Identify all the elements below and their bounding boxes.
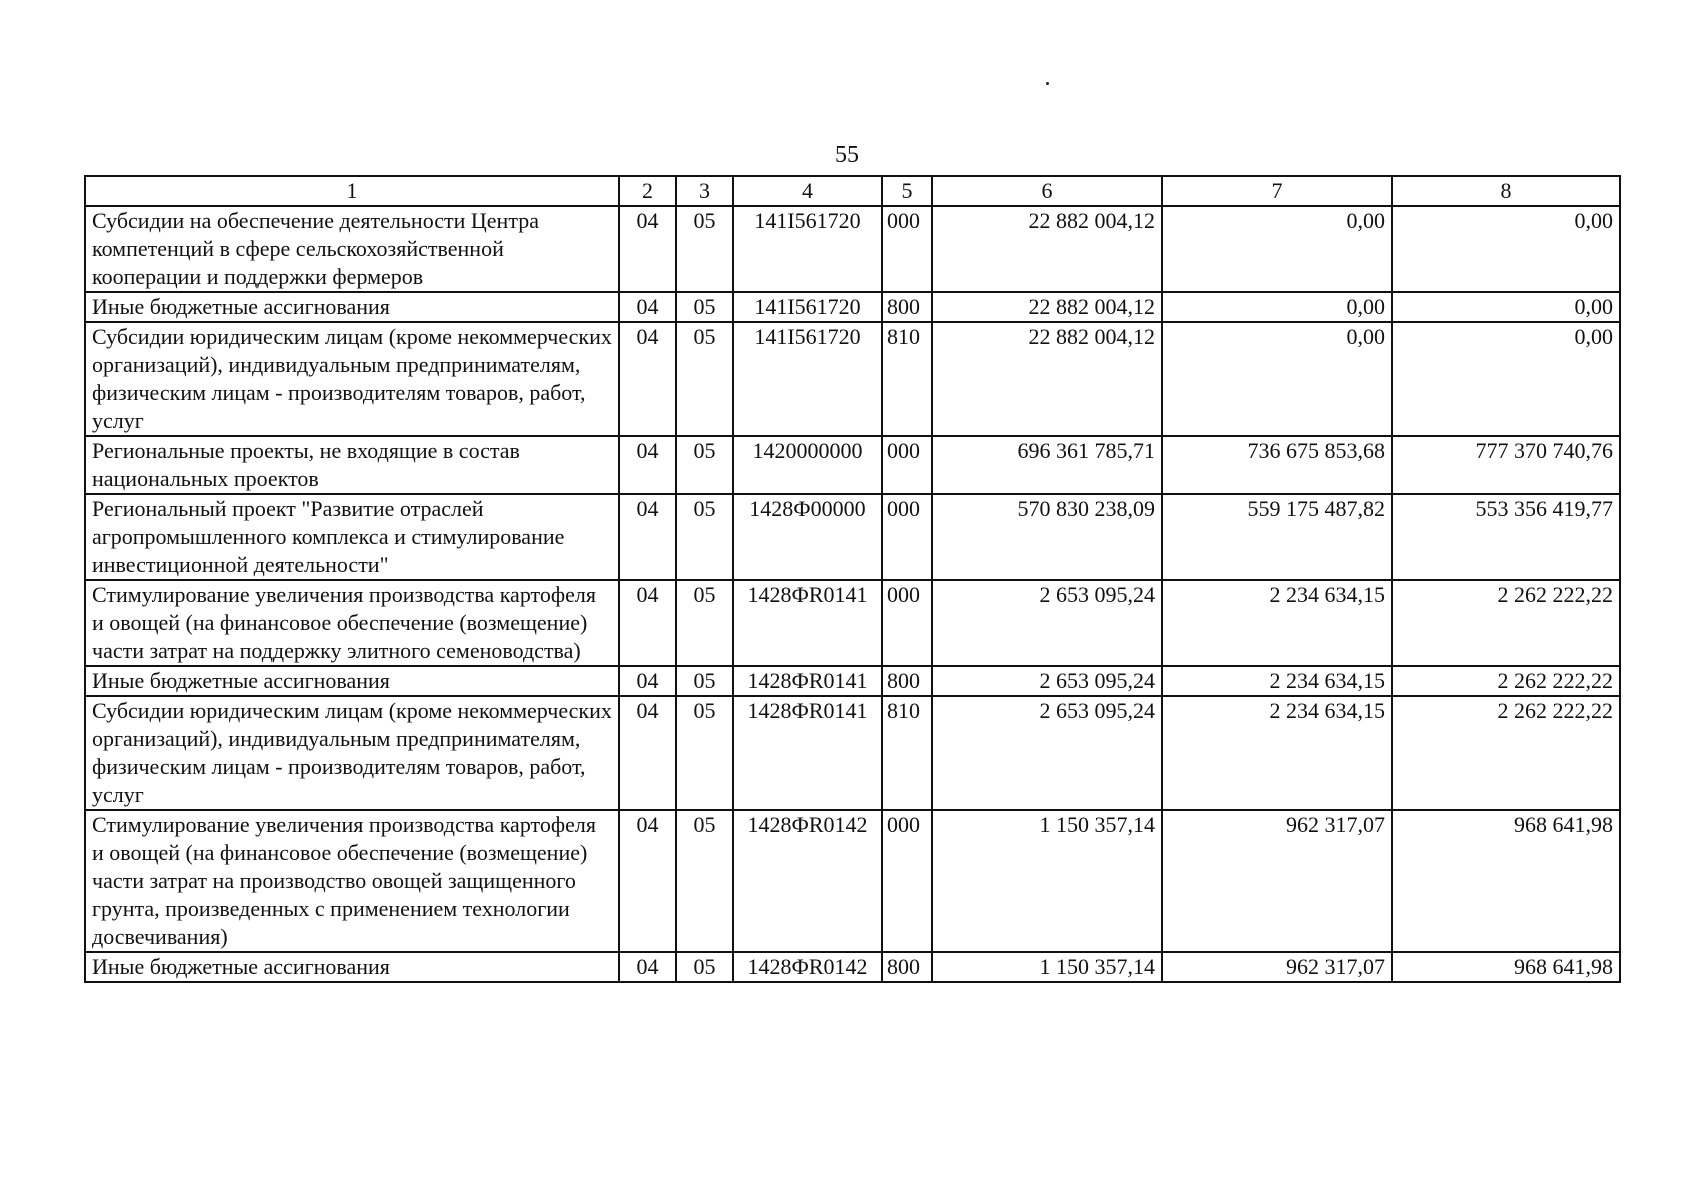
row-amount-col7: 962 317,07 <box>1162 952 1392 982</box>
table-row <box>85 206 1620 292</box>
row-expense-type: 800 <box>882 666 932 696</box>
row-section: 04 <box>619 292 676 322</box>
row-amount-col6: 1 150 357,14 <box>932 952 1162 982</box>
row-amount-col6: 2 653 095,24 <box>932 580 1162 666</box>
row-expense-type: 810 <box>882 696 932 810</box>
row-expense-type: 810 <box>882 322 932 436</box>
row-amount-col8: 553 356 419,77 <box>1392 494 1620 580</box>
row-expense-type: 800 <box>882 952 932 982</box>
header-cell: 7 <box>1162 176 1392 206</box>
row-subsection: 05 <box>676 666 733 696</box>
row-target-article: 1428ФR0141 <box>733 666 882 696</box>
row-amount-col7: 0,00 <box>1162 292 1392 322</box>
row-subsection: 05 <box>676 206 733 292</box>
row-amount-col6: 1 150 357,14 <box>932 810 1162 952</box>
row-amount-col7: 559 175 487,82 <box>1162 494 1392 580</box>
table-row <box>85 494 1620 580</box>
row-amount-col6: 22 882 004,12 <box>932 322 1162 436</box>
header-cell: 8 <box>1392 176 1620 206</box>
row-amount-col7: 962 317,07 <box>1162 810 1392 952</box>
row-amount-col6: 570 830 238,09 <box>932 494 1162 580</box>
row-name: Субсидии юридическим лицам (кроме некоммерческих организаций), индивидуальным предпринимателям, физическим лицам - производителям товаров, работ, услуг <box>85 322 619 436</box>
row-amount-col8: 2 262 222,22 <box>1392 696 1620 810</box>
page-number: 55 <box>835 142 859 168</box>
row-name: Региональные проекты, не входящие в состав национальных проектов <box>85 436 619 494</box>
row-amount-col6: 22 882 004,12 <box>932 206 1162 292</box>
row-amount-col8: 777 370 740,76 <box>1392 436 1620 494</box>
table-row <box>85 666 1620 696</box>
row-amount-col7: 2 234 634,15 <box>1162 696 1392 810</box>
row-amount-col6: 2 653 095,24 <box>932 696 1162 810</box>
row-subsection: 05 <box>676 810 733 952</box>
row-target-article: 1420000000 <box>733 436 882 494</box>
row-amount-col6: 22 882 004,12 <box>932 292 1162 322</box>
row-expense-type: 000 <box>882 810 932 952</box>
row-expense-type: 000 <box>882 436 932 494</box>
row-amount-col7: 736 675 853,68 <box>1162 436 1392 494</box>
row-expense-type: 000 <box>882 206 932 292</box>
table-row <box>85 322 1620 436</box>
row-name: Иные бюджетные ассигнования <box>85 952 619 982</box>
row-amount-col7: 0,00 <box>1162 322 1392 436</box>
row-target-article: 1428ФR0142 <box>733 810 882 952</box>
row-amount-col8: 2 262 222,22 <box>1392 666 1620 696</box>
row-section: 04 <box>619 580 676 666</box>
table-row <box>85 696 1620 810</box>
row-expense-type: 000 <box>882 580 932 666</box>
row-name: Региональный проект "Развитие отраслей агропромышленного комплекса и стимулирование инвестиционной деятельности" <box>85 494 619 580</box>
row-amount-col8: 0,00 <box>1392 322 1620 436</box>
row-subsection: 05 <box>676 494 733 580</box>
row-amount-col8: 968 641,98 <box>1392 952 1620 982</box>
row-target-article: 1428ФR0141 <box>733 580 882 666</box>
budget-table <box>84 175 1621 983</box>
scan-speck <box>1046 82 1049 85</box>
table-row <box>85 292 1620 322</box>
row-section: 04 <box>619 494 676 580</box>
table-row <box>85 436 1620 494</box>
row-target-article: 141I561720 <box>733 322 882 436</box>
row-amount-col7: 2 234 634,15 <box>1162 666 1392 696</box>
row-name: Стимулирование увеличения производства картофеля и овощей (на финансовое обеспечение (возмещение) части затрат на поддержку элитного семеноводства) <box>85 580 619 666</box>
row-amount-col8: 0,00 <box>1392 206 1620 292</box>
row-target-article: 1428Ф00000 <box>733 494 882 580</box>
row-name: Субсидии юридическим лицам (кроме некоммерческих организаций), индивидуальным предпринимателям, физическим лицам - производителям товаров, работ, услуг <box>85 696 619 810</box>
row-target-article: 1428ФR0142 <box>733 952 882 982</box>
table-row <box>85 810 1620 952</box>
row-section: 04 <box>619 322 676 436</box>
row-expense-type: 800 <box>882 292 932 322</box>
row-amount-col6: 696 361 785,71 <box>932 436 1162 494</box>
row-name: Иные бюджетные ассигнования <box>85 292 619 322</box>
row-amount-col7: 2 234 634,15 <box>1162 580 1392 666</box>
row-target-article: 141I561720 <box>733 206 882 292</box>
header-cell: 2 <box>619 176 676 206</box>
row-target-article: 1428ФR0141 <box>733 696 882 810</box>
row-section: 04 <box>619 952 676 982</box>
row-subsection: 05 <box>676 322 733 436</box>
row-name: Субсидии на обеспечение деятельности Центра компетенций в сфере сельскохозяйственной кооперации и поддержки фермеров <box>85 206 619 292</box>
row-amount-col6: 2 653 095,24 <box>932 666 1162 696</box>
row-name: Стимулирование увеличения производства картофеля и овощей (на финансовое обеспечение (возмещение) части затрат на производство овощей защищенного грунта, произведенных с применением технологии досвечивания) <box>85 810 619 952</box>
row-section: 04 <box>619 206 676 292</box>
row-subsection: 05 <box>676 292 733 322</box>
table-row <box>85 952 1620 982</box>
header-cell: 1 <box>85 176 619 206</box>
row-subsection: 05 <box>676 580 733 666</box>
header-cell: 4 <box>733 176 882 206</box>
row-section: 04 <box>619 810 676 952</box>
row-name: Иные бюджетные ассигнования <box>85 666 619 696</box>
row-amount-col8: 2 262 222,22 <box>1392 580 1620 666</box>
row-section: 04 <box>619 696 676 810</box>
row-section: 04 <box>619 666 676 696</box>
row-amount-col7: 0,00 <box>1162 206 1392 292</box>
row-expense-type: 000 <box>882 494 932 580</box>
header-cell: 5 <box>882 176 932 206</box>
row-subsection: 05 <box>676 696 733 810</box>
row-target-article: 141I561720 <box>733 292 882 322</box>
header-cell: 6 <box>932 176 1162 206</box>
row-subsection: 05 <box>676 952 733 982</box>
row-amount-col8: 0,00 <box>1392 292 1620 322</box>
row-section: 04 <box>619 436 676 494</box>
header-row <box>85 176 1620 206</box>
table-row <box>85 580 1620 666</box>
header-cell: 3 <box>676 176 733 206</box>
row-amount-col8: 968 641,98 <box>1392 810 1620 952</box>
row-subsection: 05 <box>676 436 733 494</box>
